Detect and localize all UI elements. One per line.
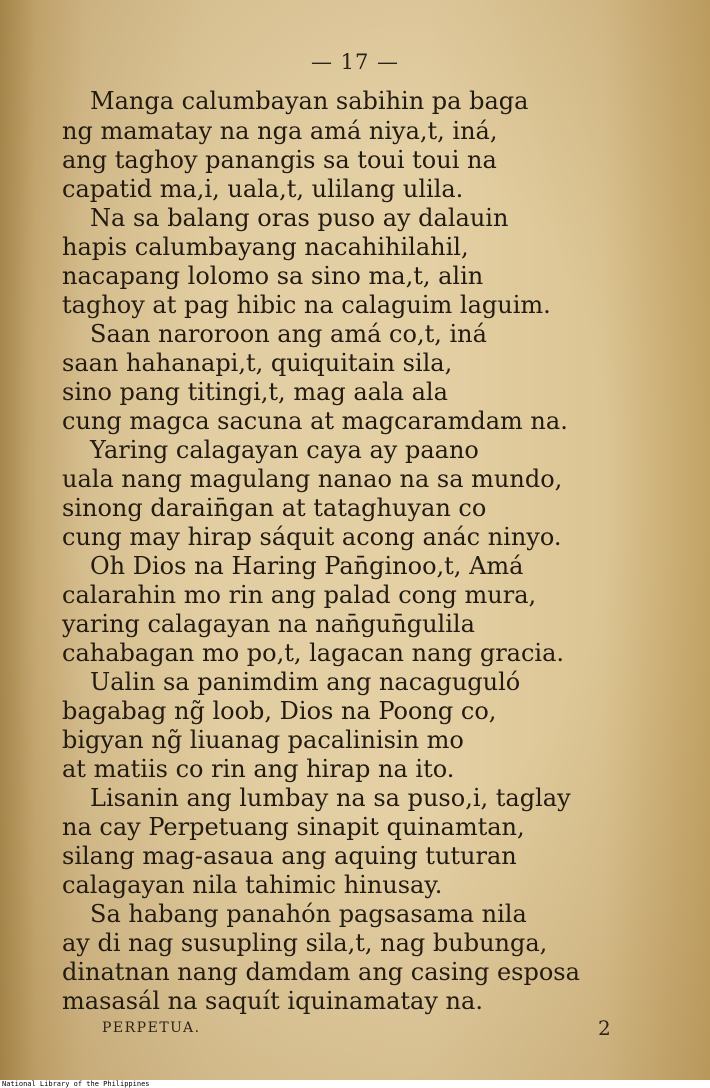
poem-line: ang taghoy panangis sa toui toui na bbox=[62, 146, 497, 174]
poem-line: cung may hirap sáquit acong anác ninyo. bbox=[62, 523, 562, 551]
poem-line: hapis calumbayang nacahihilahil, bbox=[62, 233, 469, 261]
poem-line: Yaring calagayan caya ay paano bbox=[90, 436, 479, 464]
poem-line: at matiis co rin ang hirap na ito. bbox=[62, 755, 455, 783]
poem-line: masasál na saquít iquinamatay na. bbox=[62, 987, 483, 1015]
poem-line: saan hahanapi,t, quiquitain sila, bbox=[62, 349, 453, 377]
poem-line: Lisanin ang lumbay na sa puso,i, taglay bbox=[90, 784, 571, 812]
poem-line: nacapang lolomo sa sino ma,t, alin bbox=[62, 262, 484, 290]
poem-line: na cay Perpetuang sinapit quinamtan, bbox=[62, 813, 525, 841]
poem-line: ng mamatay na nga amá niya,t, iná, bbox=[62, 117, 498, 145]
poem-line: bagabag ng̃ loob, Dios na Poong co, bbox=[62, 697, 497, 725]
poem-line: bigyan ng̃ liuanag pacalinisin mo bbox=[62, 726, 464, 754]
poem-line: dinatnan nang damdam ang casing esposa bbox=[62, 958, 580, 986]
poem-line: Oh Dios na Haring Pan̄ginoo,t, Amá bbox=[90, 552, 524, 580]
poem-line: silang mag-asaua ang aquing tuturan bbox=[62, 842, 517, 870]
poem-line: sino pang titingi,t, mag aala ala bbox=[62, 378, 448, 406]
poem-line: cahabagan mo po,t, lagacan nang gracia. bbox=[62, 639, 565, 667]
poem-line: Na sa balang oras puso ay dalauin bbox=[90, 204, 509, 232]
library-credit: National Library of the Philippines bbox=[0, 1080, 710, 1088]
poem-line: cung magca sacuna at magcaramdam na. bbox=[62, 407, 568, 435]
poem-line: yaring calagayan na nan̄gun̄gulila bbox=[62, 610, 475, 638]
poem-line: Saan naroroon ang amá co,t, iná bbox=[90, 320, 487, 348]
poem-line: taghoy at pag hibic na calaguim laguim. bbox=[62, 291, 551, 319]
poem-line: Sa habang panahón pagsasama nila bbox=[90, 900, 527, 928]
poem-line: sinong darain̄gan at tataghuyan co bbox=[62, 494, 487, 522]
poem-line: calarahin mo rin ang palad cong mura, bbox=[62, 581, 537, 609]
footer-signature-mark: 2 bbox=[598, 1016, 611, 1040]
poem-line: ay di nag susupling sila,t, nag bubunga, bbox=[62, 929, 548, 957]
footer-title: PERPETUA. bbox=[102, 1020, 201, 1036]
poem-line: Manga calumbayan sabihin pa baga bbox=[90, 87, 529, 115]
poem-line: capatid ma,i, uala,t, ulilang ulila. bbox=[62, 175, 464, 203]
poem-line: uala nang magulang nanao na sa mundo, bbox=[62, 465, 563, 493]
page-number: — 17 — bbox=[310, 50, 400, 74]
poem-line: Ualin sa panimdim ang nacaguguló bbox=[90, 668, 521, 696]
poem-line: calagayan nila tahimic hinusay. bbox=[62, 871, 443, 899]
